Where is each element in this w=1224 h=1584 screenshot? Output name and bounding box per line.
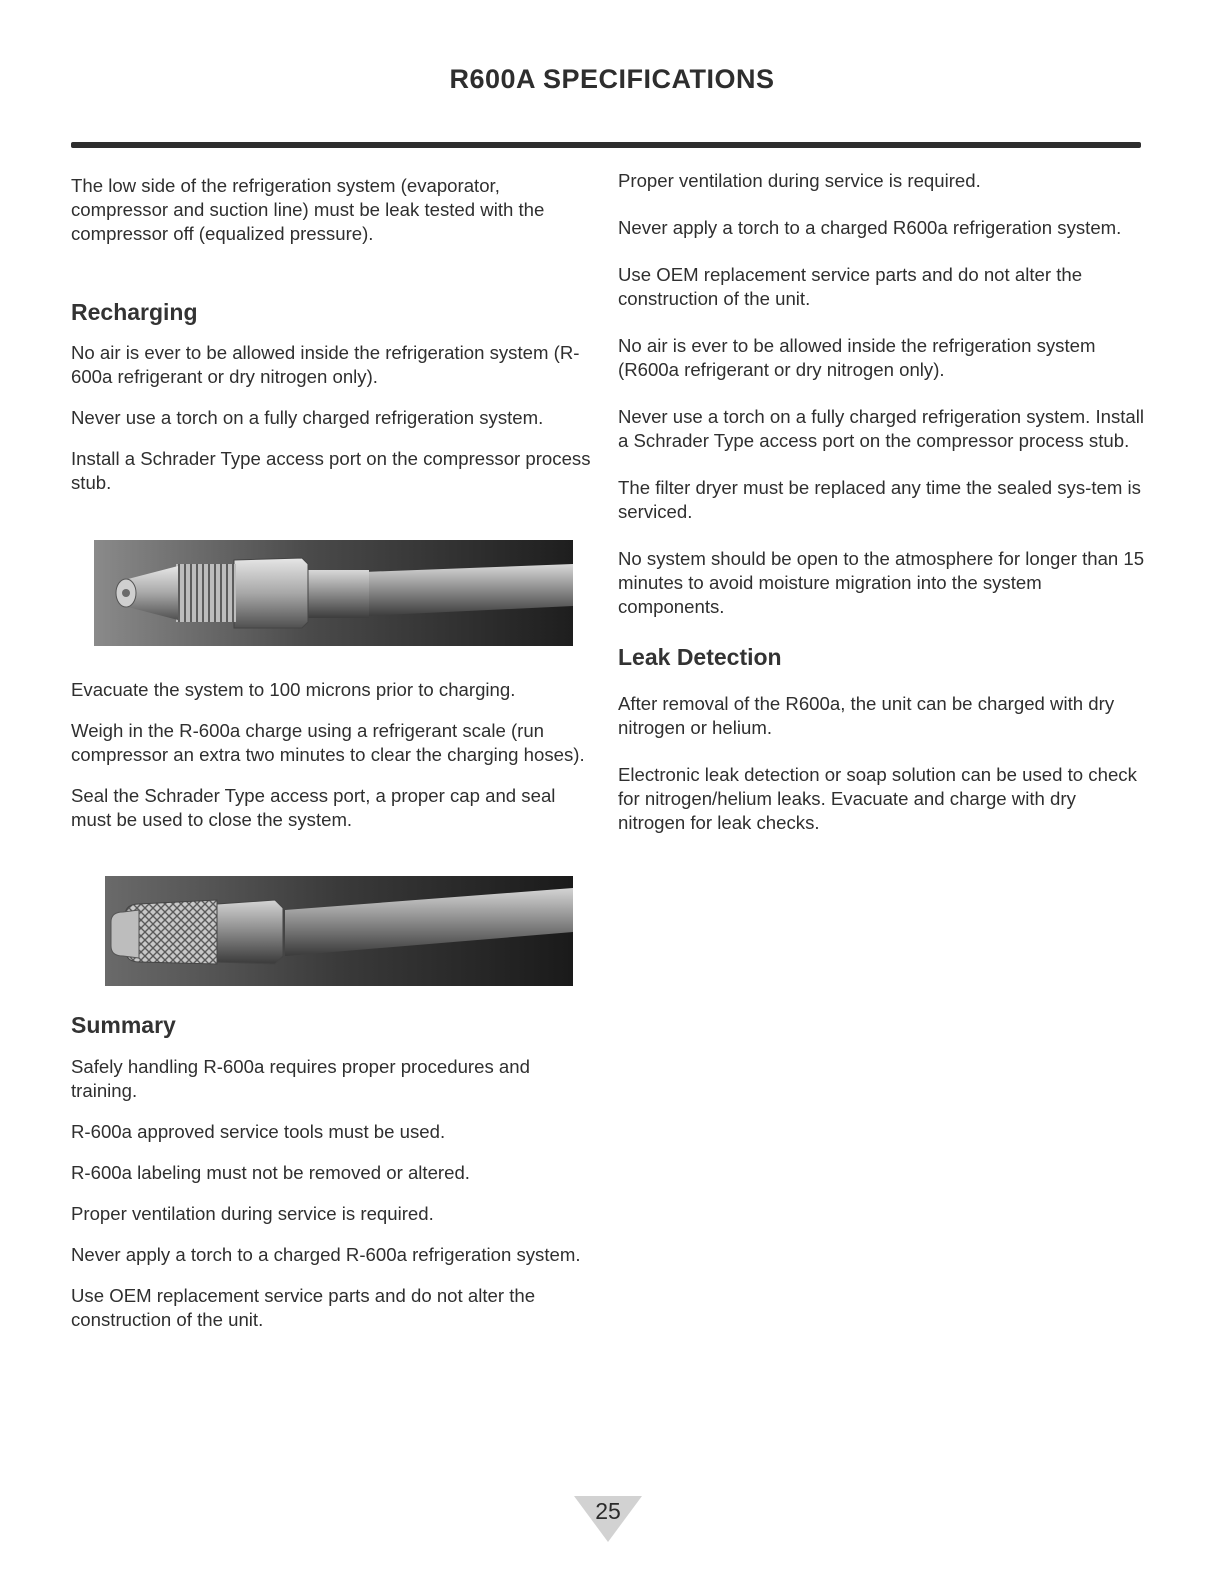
charging-paragraph: Evacuate the system to 100 microns prior to charging. bbox=[71, 679, 516, 700]
charging-paragraph: Seal the Schrader Type access port, a proper cap and seal must be used to close the system. bbox=[71, 785, 556, 830]
recharging-paragraph: Never use a torch on a fully charged refrigeration system. bbox=[71, 407, 544, 428]
recharging-paragraph: No air is ever to be allowed inside the refrigeration system (R-600a refrigerant or dry nitrogen only). bbox=[71, 342, 580, 387]
right-paragraph: No system should be open to the atmosphere for longer than 15 minutes to avoid moisture migration into the system components. bbox=[618, 548, 1145, 617]
leak-paragraph: Electronic leak detection or soap solution can be used to check for nitrogen/helium leaks. Evacuate and charge with dry nitrogen for leak checks. bbox=[618, 764, 1137, 833]
summary-paragraph: Never apply a torch to a charged R-600a refrigeration system. bbox=[71, 1244, 581, 1265]
recharging-heading: Recharging bbox=[71, 299, 198, 325]
right-paragraph: Never use a torch on a fully charged refrigeration system. Install a Schrader Type access port on the compressor process stub. bbox=[618, 406, 1145, 451]
summary-paragraph: R-600a labeling must not be removed or altered. bbox=[71, 1162, 470, 1183]
summary-paragraph: Safely handling R-600a requires proper procedures and training. bbox=[71, 1056, 530, 1101]
page-number-marker bbox=[572, 1494, 644, 1544]
intro-paragraph: The low side of the refrigeration system (evaporator, compressor and suction line) must be leak tested with the compressor off (equalized pressure). bbox=[71, 175, 545, 244]
right-paragraph: Proper ventilation during service is required. bbox=[618, 170, 981, 191]
schrader-port-photo bbox=[94, 540, 573, 646]
summary-paragraph: R-600a approved service tools must be used. bbox=[71, 1121, 446, 1142]
leak-detection-heading: Leak Detection bbox=[618, 644, 782, 670]
summary-paragraph: Proper ventilation during service is required. bbox=[71, 1203, 434, 1224]
summary-heading: Summary bbox=[71, 1012, 176, 1038]
page-number: 25 bbox=[595, 1498, 621, 1524]
leak-paragraph: After removal of the R600a, the unit can be charged with dry nitrogen or helium. bbox=[618, 693, 1115, 738]
right-column bbox=[618, 169, 1148, 852]
title-divider bbox=[71, 142, 1141, 148]
right-paragraph: Use OEM replacement service parts and do not alter the construction of the unit. bbox=[618, 264, 1083, 309]
schrader-port-illustration bbox=[94, 540, 573, 646]
right-paragraph: Never apply a torch to a charged R600a refrigeration system. bbox=[618, 217, 1122, 238]
charging-paragraph: Weigh in the R-600a charge using a refrigerant scale (run compressor an extra two minutes to clear the charging hoses). bbox=[71, 720, 585, 765]
schrader-cap-photo bbox=[105, 876, 573, 986]
left-column bbox=[71, 171, 591, 1349]
recharging-paragraph: Install a Schrader Type access port on the compressor process stub. bbox=[71, 448, 591, 493]
right-paragraph: No air is ever to be allowed inside the refrigeration system (R600a refrigerant or dry nitrogen only). bbox=[618, 335, 1096, 380]
page-title: R600A SPECIFICATIONS bbox=[449, 64, 775, 94]
right-paragraph: The filter dryer must be replaced any time the sealed sys-tem is serviced. bbox=[618, 477, 1141, 522]
schrader-cap-illustration bbox=[105, 876, 573, 986]
summary-paragraph: Use OEM replacement service parts and do not alter the construction of the unit. bbox=[71, 1285, 536, 1330]
